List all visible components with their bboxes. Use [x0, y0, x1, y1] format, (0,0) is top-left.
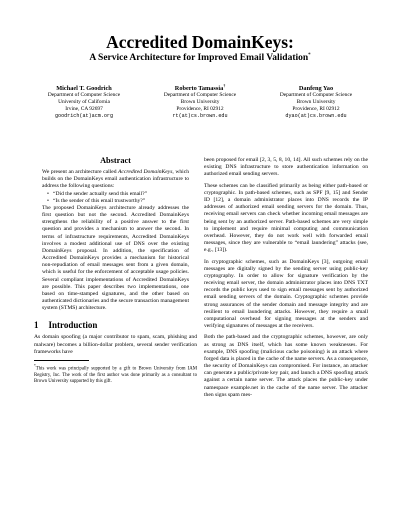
author-name: Michael T. Goodrich: [56, 85, 112, 93]
abstract-heading: Abstract: [100, 156, 131, 165]
left-column: [34, 157, 197, 385]
section-heading: [34, 322, 197, 329]
author-block: [144, 82, 256, 121]
author-institution: Brown University: [296, 99, 336, 106]
author-city: Irvine, CA 92697: [65, 106, 103, 113]
author-block: [28, 82, 140, 121]
author-department: Department of Computer Science: [163, 92, 237, 99]
body-paragraph: been proposed for email [2, 3, 5, 8, 10, 14]. All such schemes rely on the existing DNS infrastructure to store authentication information on authorized email sending servers.: [204, 157, 368, 178]
author-department: Department of Computer Science: [47, 92, 121, 99]
body-paragraph: These schemes can be classified primarily as being either path-based or cryptographic. In path-based schemes, such as SPF [9, 15] and Sender ID [12], a domain administrator places into DNS records the IP addresses of authorized email sending servers for the domain. Thus, receiving email servers can check whether incoming email messages are being sent by an authorized server. Path-based schemes are very simple to implement and require minimal computing and communication overhead. However, they do not work well with forwarded email messages, since they are vulnerable to “email laundering” attacks (see, e.g., [13]).: [204, 182, 368, 254]
author-city: Providence, RI 02912: [176, 106, 224, 113]
abstract-intro: We present an architecture called Accredited DomainKeys, which builds on the DomainKeys email authentication infrastructure to address the following questions:: [42, 169, 189, 190]
abstract-body: [34, 169, 197, 312]
paper-title: Accredited DomainKeys:: [106, 32, 294, 52]
abstract-question: • “Is the sender of this email trustworthy?”: [53, 198, 189, 205]
section-number: 1: [34, 320, 39, 331]
author-email: goodrich(at)acm.org: [54, 113, 114, 120]
author-institution: Brown University: [180, 99, 220, 106]
body-paragraph: Both the path-based and the cryptographic schemes, however, are only as strong as DNS itself, which has some known weaknesses. For example, DNS spoofing (malicious cache poisoning) is an attack where forged data is placed in the cache of the name servers. As a consequence, the security of DomainKeys can compromised. For instance, an attacker can generate a public/private key pair, and launch a DNS spoofing attack against a certain name server. The attack places the public-key under namespace example.net in the cache of the name server. The attacker then signs spam mes-: [204, 334, 368, 398]
intro-paragraph: As domain spoofing (a major contributor to spam, scam, phishing and malware) becomes a billion-dollar problem, several sender verification frameworks have: [34, 334, 197, 355]
author-name: Danfeng Yao: [298, 85, 334, 93]
author-email: rt(at)cs.brown.edu: [172, 113, 228, 120]
right-column: [204, 157, 368, 403]
subtitle-text: A Service Architecture for Improved Email Validation: [89, 53, 309, 64]
section-title: Introduction: [48, 320, 98, 331]
abstract-question-list: [42, 191, 189, 205]
author-list: [28, 82, 372, 121]
abstract-text: The proposed DomainKeys architecture already addresses the first question but not the second. Accredited DomainKeys strengthens the reliability of a positive answer to the first question and provides a mechanism to answer the second. In terms of infrastructure requirements, Accredited DomainKeys involves a modest additional use of DNS over the existing DomainKeys proposal. In addition, the specification of Accredited DomainKeys provides a mechanism for historical non-repudiation of email messages sent from a given domain, which is useful for the enforcement of acceptable usage policies. Several compliant implementations of Accredited DomainKeys are possible. This paper describes two implementations, one based on time-stamped signatures, and the other based on authenticated dictionaries and the secure transaction management system (STMS) architecture.: [42, 204, 189, 312]
footnote-mark: *: [34, 363, 36, 368]
author-city: Providence, RI 02912: [292, 106, 340, 113]
subtitle-footnote-mark: *: [308, 53, 311, 58]
author-block: [260, 82, 372, 121]
footnote: *This work was principally supported by a gift to Brown University from IAM Registry, Inc. The work of the first author was done primarily as a consultant to Brown University supported by this gift.: [34, 363, 197, 384]
paper-subtitle: [0, 53, 400, 63]
abstract-question: • “Did the sender actually send this email?”: [53, 191, 189, 198]
footnote-rule: [34, 360, 89, 361]
author-department: Department of Computer Science: [279, 92, 353, 99]
author-name: Roberto Tamassia†: [174, 83, 226, 93]
author-institution: University of California: [58, 99, 110, 106]
author-email: dyao(at)cs.brown.edu: [285, 113, 347, 120]
body-paragraph: In cryptographic schemes, such as DomainKeys [3], outgoing email messages are digitally signed by the sending server using public-key cryptography. In order to allow for signature verification by the receiving email server, the domain administrator places into DNS TXT records the public keys used to sign email messages sent by authorized email sending servers of the domain. Cryptographic schemes provide strong assurances of the sender domain and message integrity and are resilient to email laundering attacks. However, they require a small computational overhead for signing messages at the senders and verifying signatures of messages at the receivers.: [204, 258, 368, 330]
